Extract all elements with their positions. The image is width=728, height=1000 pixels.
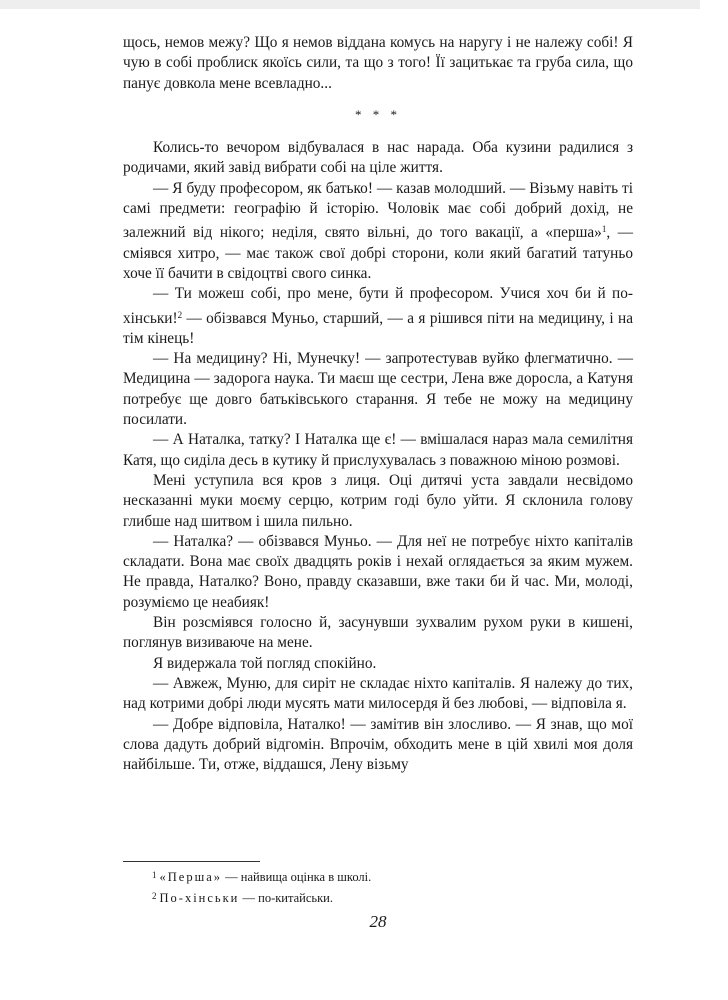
- paragraph: Він розсміявся голосно й, засунувши зухвалим рухом руки в кишені, поглянув визиваюче на мене.: [123, 614, 633, 652]
- paragraph: — Авжеж, Муню, для сиріт не складає ніхто капіталів. Я належу до тих, над котрими добрі люди мусять мати милосердя й без любові, — відповіла я.: [123, 674, 633, 713]
- page-number: 28: [369, 912, 387, 931]
- paragraph-text: — Ти можеш собі, про мене, бути й професором. Учися хоч би й по-хінськи!: [123, 285, 633, 327]
- paragraph: Мені уступила вся кров з лиця. Оці дитячі уста завдали несвідомо несказанні муки моєму серцю, котрим годі було уйти. Я склонила голову глибше над шитвом і шила пильно.: [123, 471, 633, 530]
- section-separator: * * *: [355, 106, 401, 122]
- footnote-term: «Перша»: [159, 870, 222, 884]
- top-edge-bar: [0, 0, 700, 9]
- footnote-text: — найвища оцінка в школі.: [222, 870, 372, 884]
- paragraph-text: — Я буду професором, як батько! — казав молодший. — Візьму навіть ті самі предмети: географію й історію. Чоловік має собі добрий дохід, не залежний від нікого; неділя, свято вільні, до того вакації, а «перша»: [123, 179, 633, 242]
- footnote: [152, 887, 371, 908]
- footnote-number: 2: [152, 891, 157, 901]
- paragraph-text: — обізвався Муньо, старший, — а я рішився піти на медицину, і на тім кінець!: [123, 309, 633, 347]
- footnote-text: — по-китайськи.: [239, 891, 333, 905]
- footnote-divider: [123, 861, 260, 862]
- paragraph: Колись-то вечором відбувалася в нас нарада. Оба кузини радилися з родичами, який завід вибрати собі на ціле життя.: [123, 139, 633, 177]
- footnote-reference: 1: [601, 224, 607, 235]
- paragraph: Я видержала той погляд спокійно.: [153, 654, 377, 672]
- paragraph: — Наталка? — обізвався Муньо. — Для неї не потребує ніхто капіталів складати. Вона має своїх двадцять років і нехай оглядається за яким мужем. Не правда, Наталко? Воно, правду сказавши, вже таки би й час. Ми, молоді, розуміємо це неабияк!: [123, 532, 633, 611]
- footnote-term: По-хінськи: [159, 891, 240, 905]
- paragraph: [123, 284, 633, 349]
- page-body: [123, 33, 633, 775]
- footnotes: [152, 866, 371, 908]
- paragraph: — А Наталка, татку? І Наталка ще є! — вмішалася нараз мала семилітня Катя, що сиділа десь в кутику й прислухувалась з поважною міною розмові.: [123, 431, 633, 469]
- footnote-number: 1: [152, 870, 157, 880]
- paragraph: [123, 179, 633, 284]
- paragraph: — Добре відповіла, Наталко! — замітив він злосливо. — Я знав, що мої слова дадуть добрий відгомін. Впрочім, обходить мене в цій хвилі моя доля найбільше. Ти, отже, віддашся, Лену візьму: [123, 715, 633, 774]
- paragraph: щось, немов межу? Що я немов віддана комусь на наругу і не належу собі! Я чую в собі проблиск якоїсь сили, та що з того! Її зацитькає та груба сила, що панує довкола мене всевладно...: [123, 34, 633, 92]
- paragraph-text: , — сміявся хитро, — має також свої добрі сторони, коли який багатий татуньо хоче її бачити в свідоцтві свого синка.: [123, 224, 633, 282]
- footnote: [152, 866, 371, 887]
- paragraph: — На медицину? Ні, Мунечку! — запротестував вуйко флегматично. — Медицина — задорога наука. Ти маєш ще сестри, Лена вже доросла, а Катуня потребує ще довго батьківського старання. Я тебе не можу на медицину посилати.: [123, 350, 633, 429]
- footnote-reference: 2: [177, 309, 183, 320]
